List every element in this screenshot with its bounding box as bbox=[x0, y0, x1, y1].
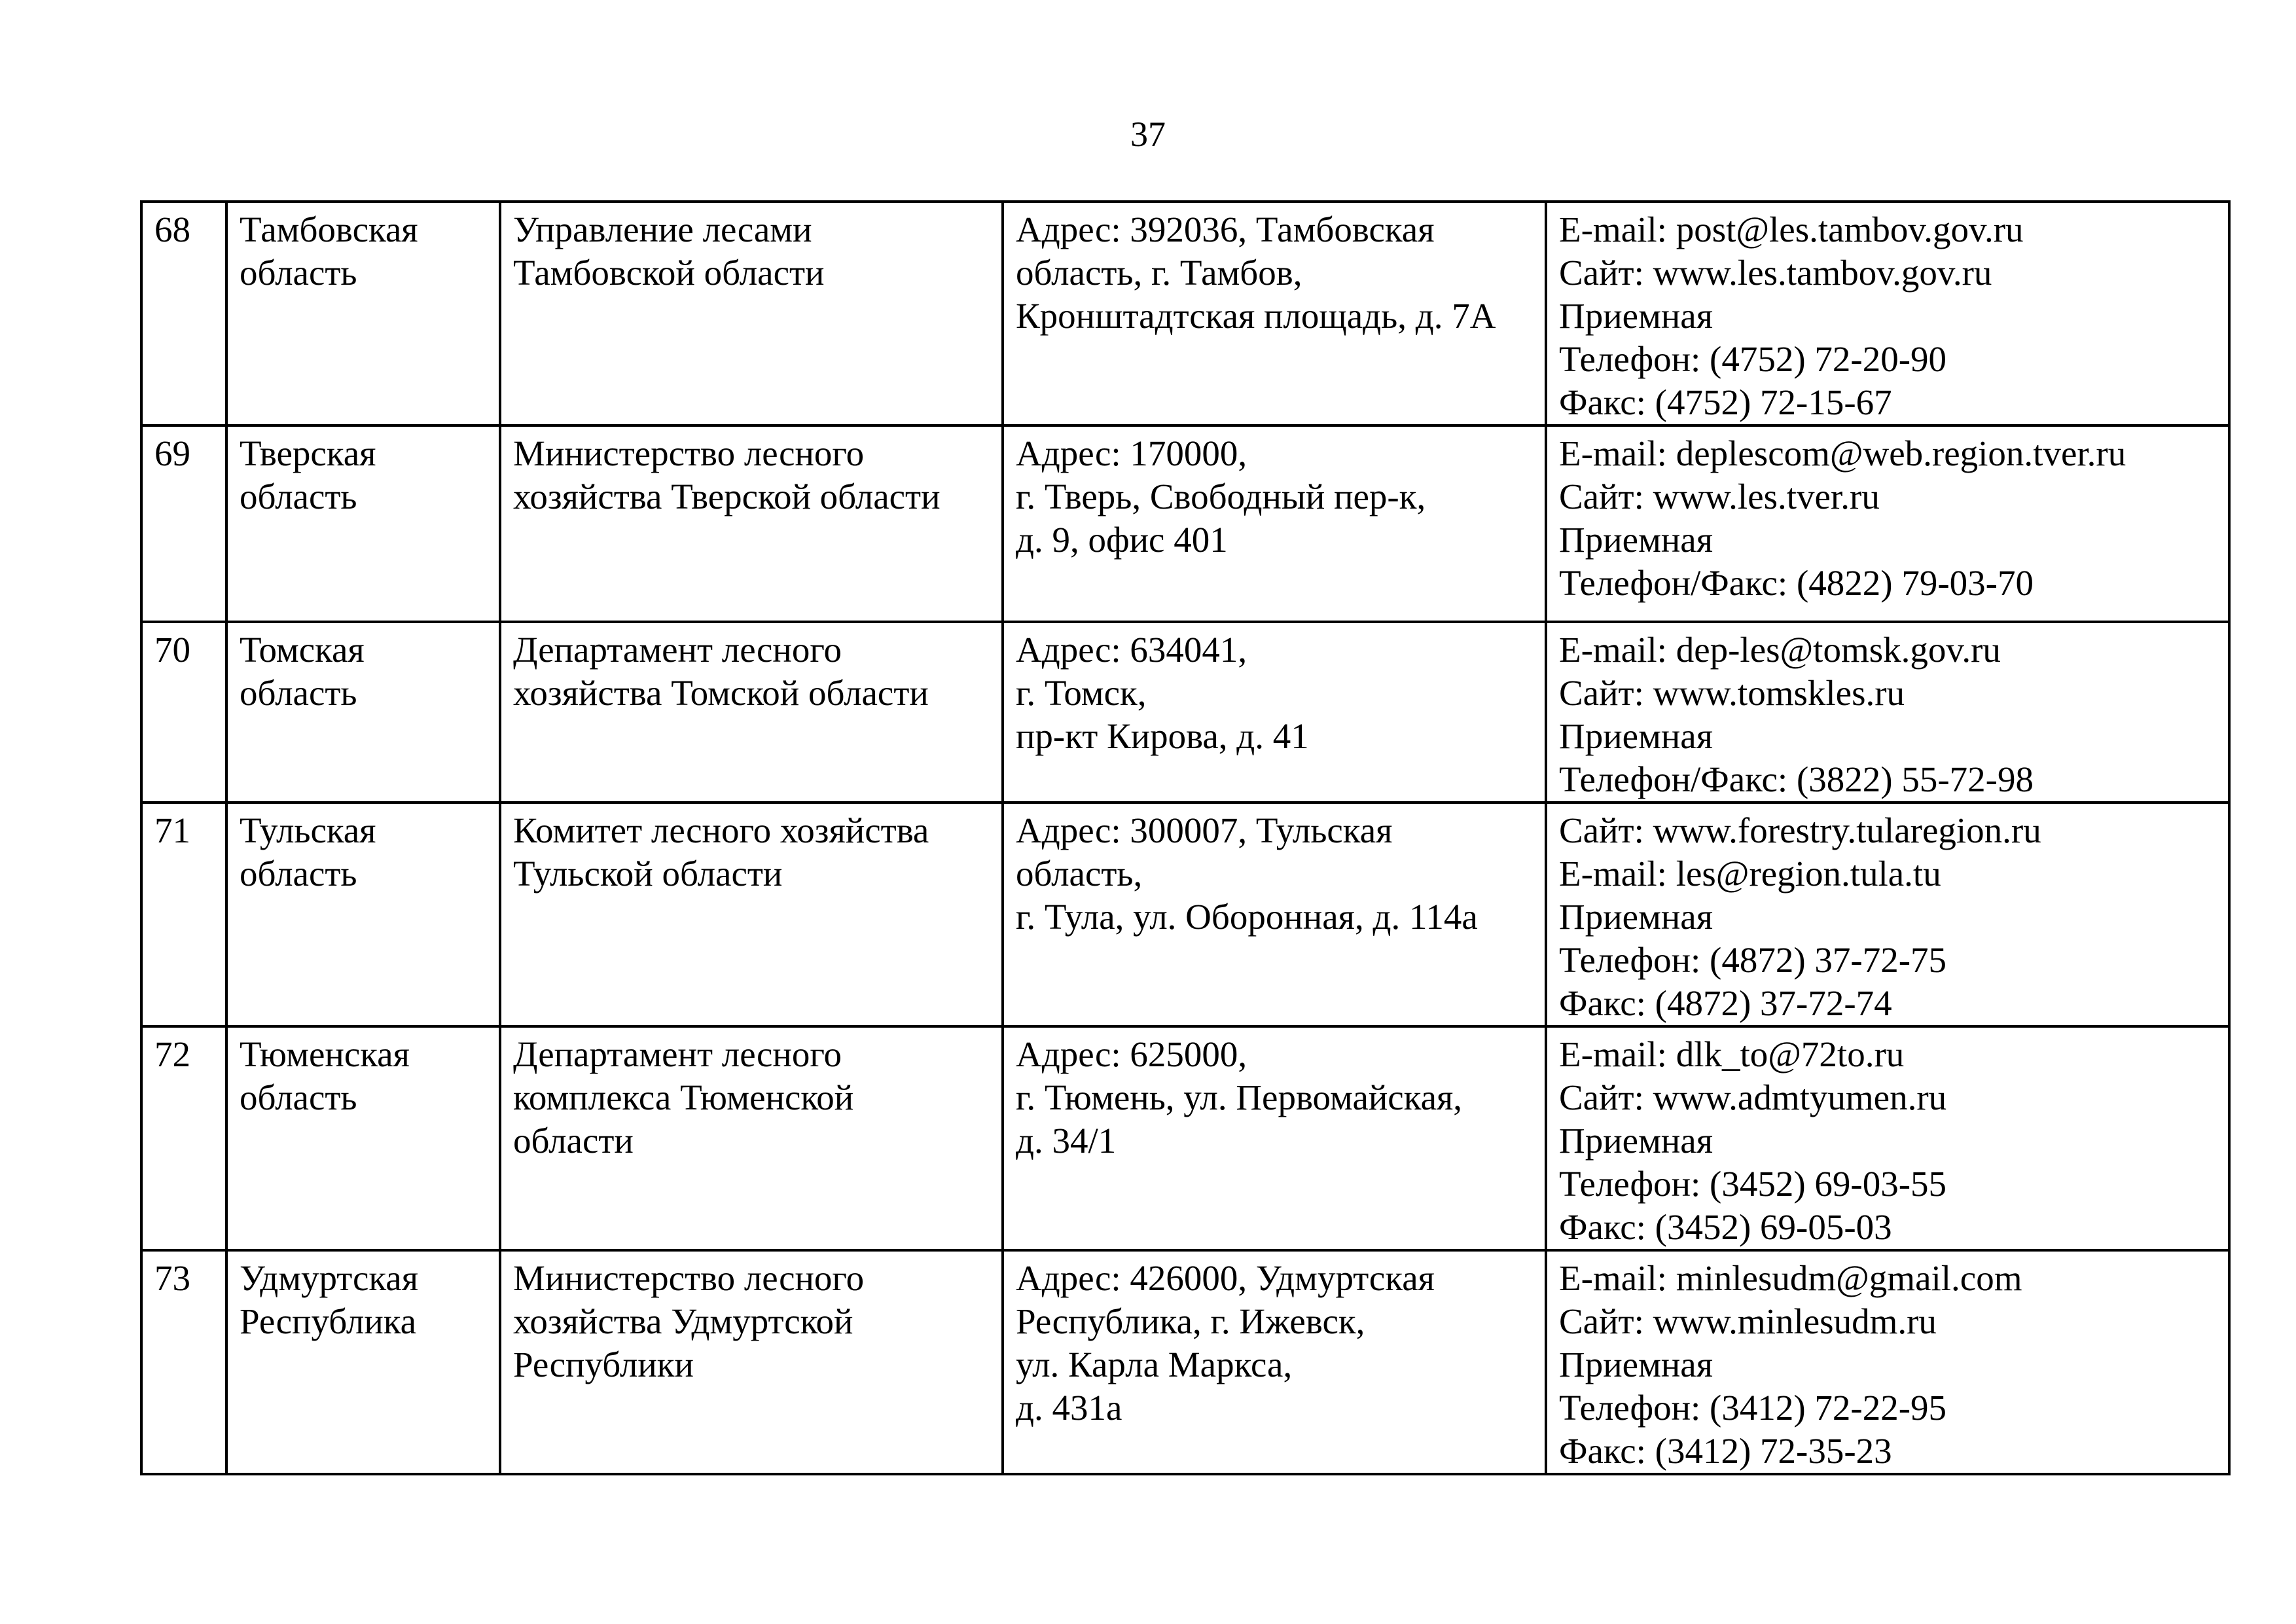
region-cell bbox=[226, 202, 500, 425]
row-number: 73 bbox=[154, 1258, 190, 1298]
region-cell bbox=[226, 803, 500, 1026]
organization-line: Министерство лесного bbox=[513, 1258, 865, 1298]
reception-label: Приемная bbox=[1559, 897, 1713, 937]
email-line: E-mail: les@region.tula.tu bbox=[1559, 854, 1941, 893]
region-cell bbox=[226, 425, 500, 622]
website-line: Сайт: www.admtyumen.ru bbox=[1559, 1077, 1947, 1117]
organization-line: хозяйства Тверской области bbox=[513, 477, 941, 516]
organization-cell bbox=[500, 1026, 1003, 1250]
contacts-table bbox=[140, 200, 2231, 1475]
address-line: Республика, г. Ижевск, bbox=[1016, 1301, 1365, 1341]
table-row bbox=[141, 425, 2229, 622]
row-number: 68 bbox=[154, 209, 190, 249]
reception-label: Приемная bbox=[1559, 716, 1713, 756]
address-line: Адрес: 300007, Тульская bbox=[1016, 810, 1393, 850]
region-line: область bbox=[240, 1077, 357, 1117]
fax-line: Факс: (4872) 37-72-74 bbox=[1559, 983, 1892, 1023]
email-line: E-mail: post@les.tambov.gov.ru bbox=[1559, 209, 2024, 249]
organization-line: Министерство лесного bbox=[513, 433, 865, 473]
email-line: E-mail: dep-les@tomsk.gov.ru bbox=[1559, 630, 2001, 670]
row-number-cell bbox=[141, 1026, 226, 1250]
region-line: область bbox=[240, 854, 357, 893]
organization-line: Тамбовской области bbox=[513, 253, 825, 293]
fax-line: Факс: (3412) 72-35-23 bbox=[1559, 1431, 1892, 1471]
table-row bbox=[141, 803, 2229, 1026]
address-cell bbox=[1003, 202, 1546, 425]
address-line: Адрес: 634041, bbox=[1016, 630, 1247, 670]
region-line: Тульская bbox=[240, 810, 376, 850]
address-line: область, bbox=[1016, 854, 1143, 893]
address-line: Адрес: 170000, bbox=[1016, 433, 1247, 473]
organization-line: Тульской области bbox=[513, 854, 783, 893]
address-line: ул. Карла Маркса, bbox=[1016, 1344, 1293, 1384]
row-number-cell bbox=[141, 803, 226, 1026]
organization-line: Комитет лесного хозяйства bbox=[513, 810, 929, 850]
region-cell bbox=[226, 622, 500, 803]
contacts-cell bbox=[1546, 803, 2229, 1026]
phone-fax-line: Телефон/Факс: (3822) 55-72-98 bbox=[1559, 759, 2034, 799]
region-line: область bbox=[240, 477, 357, 516]
table-row bbox=[141, 1250, 2229, 1474]
contacts-cell bbox=[1546, 202, 2229, 425]
organization-line: области bbox=[513, 1121, 634, 1161]
region-cell bbox=[226, 1026, 500, 1250]
phone-fax-line: Телефон/Факс: (4822) 79-03-70 bbox=[1559, 563, 2034, 603]
region-line: Тамбовская bbox=[240, 209, 418, 249]
address-line: д. 34/1 bbox=[1016, 1121, 1117, 1161]
address-line: Адрес: 625000, bbox=[1016, 1034, 1247, 1074]
region-line: Удмуртская bbox=[240, 1258, 419, 1298]
address-line: г. Томск, bbox=[1016, 673, 1147, 713]
region-line: область bbox=[240, 253, 357, 293]
address-line: г. Тюмень, ул. Первомайская, bbox=[1016, 1077, 1463, 1117]
table-row bbox=[141, 622, 2229, 803]
address-cell bbox=[1003, 803, 1546, 1026]
organization-line: Департамент лесного bbox=[513, 630, 842, 670]
address-line: г. Тверь, Свободный пер-к, bbox=[1016, 477, 1426, 516]
phone-line: Телефон: (3412) 72-22-95 bbox=[1559, 1388, 1947, 1428]
organization-cell bbox=[500, 1250, 1003, 1474]
address-cell bbox=[1003, 425, 1546, 622]
phone-line: Телефон: (4752) 72-20-90 bbox=[1559, 339, 1947, 379]
row-number-cell bbox=[141, 1250, 226, 1474]
region-line: область bbox=[240, 673, 357, 713]
address-line: г. Тула, ул. Оборонная, д. 114а bbox=[1016, 897, 1478, 937]
region-cell bbox=[226, 1250, 500, 1474]
phone-line: Телефон: (4872) 37-72-75 bbox=[1559, 940, 1947, 980]
table-row bbox=[141, 202, 2229, 425]
address-line: д. 431а bbox=[1016, 1388, 1122, 1428]
contacts-cell bbox=[1546, 1026, 2229, 1250]
organization-cell bbox=[500, 803, 1003, 1026]
row-number: 69 bbox=[154, 433, 190, 473]
page-number: 37 bbox=[1130, 115, 1166, 154]
address-line: д. 9, офис 401 bbox=[1016, 520, 1228, 560]
address-line: Кронштадтская площадь, д. 7А bbox=[1016, 296, 1496, 336]
phone-line: Телефон: (3452) 69-03-55 bbox=[1559, 1164, 1947, 1204]
website-line: Сайт: www.les.tver.ru bbox=[1559, 477, 1880, 516]
address-line: Адрес: 392036, Тамбовская bbox=[1016, 209, 1435, 249]
organization-line: комплекса Тюменской bbox=[513, 1077, 854, 1117]
email-line: E-mail: minlesudm@gmail.com bbox=[1559, 1258, 2022, 1298]
organization-cell bbox=[500, 622, 1003, 803]
organization-line: Управление лесами bbox=[513, 209, 812, 249]
email-line: E-mail: dlk_to@72to.ru bbox=[1559, 1034, 1905, 1074]
address-cell bbox=[1003, 1250, 1546, 1474]
contacts-cell bbox=[1546, 1250, 2229, 1474]
organization-cell bbox=[500, 425, 1003, 622]
website-line: Сайт: www.forestry.tularegion.ru bbox=[1559, 810, 2041, 850]
organization-line: хозяйства Томской области bbox=[513, 673, 929, 713]
address-line: пр-кт Кирова, д. 41 bbox=[1016, 716, 1309, 756]
fax-line: Факс: (3452) 69-05-03 bbox=[1559, 1207, 1892, 1247]
address-line: Адрес: 426000, Удмуртская bbox=[1016, 1258, 1435, 1298]
table-row bbox=[141, 1026, 2229, 1250]
region-line: Томская bbox=[240, 630, 365, 670]
row-number-cell bbox=[141, 622, 226, 803]
reception-label: Приемная bbox=[1559, 1344, 1713, 1384]
row-number: 71 bbox=[154, 810, 190, 850]
website-line: Сайт: www.minlesudm.ru bbox=[1559, 1301, 1937, 1341]
address-cell bbox=[1003, 622, 1546, 803]
organization-cell bbox=[500, 202, 1003, 425]
reception-label: Приемная bbox=[1559, 1121, 1713, 1161]
row-number-cell bbox=[141, 425, 226, 622]
website-line: Сайт: www.tomskles.ru bbox=[1559, 673, 1905, 713]
email-line: E-mail: deplescom@web.region.tver.ru bbox=[1559, 433, 2126, 473]
fax-line: Факс: (4752) 72-15-67 bbox=[1559, 382, 1892, 422]
address-cell bbox=[1003, 1026, 1546, 1250]
reception-label: Приемная bbox=[1559, 520, 1713, 560]
organization-line: Департамент лесного bbox=[513, 1034, 842, 1074]
organization-line: хозяйства Удмуртской bbox=[513, 1301, 853, 1341]
contacts-cell bbox=[1546, 425, 2229, 622]
region-line: Тверская bbox=[240, 433, 376, 473]
reception-label: Приемная bbox=[1559, 296, 1713, 336]
row-number: 70 bbox=[154, 630, 190, 670]
organization-line: Республики bbox=[513, 1344, 694, 1384]
row-number-cell bbox=[141, 202, 226, 425]
address-line: область, г. Тамбов, bbox=[1016, 253, 1302, 293]
contacts-cell bbox=[1546, 622, 2229, 803]
website-line: Сайт: www.les.tambov.gov.ru bbox=[1559, 253, 1992, 293]
row-number: 72 bbox=[154, 1034, 190, 1074]
region-line: Республика bbox=[240, 1301, 417, 1341]
region-line: Тюменская bbox=[240, 1034, 410, 1074]
